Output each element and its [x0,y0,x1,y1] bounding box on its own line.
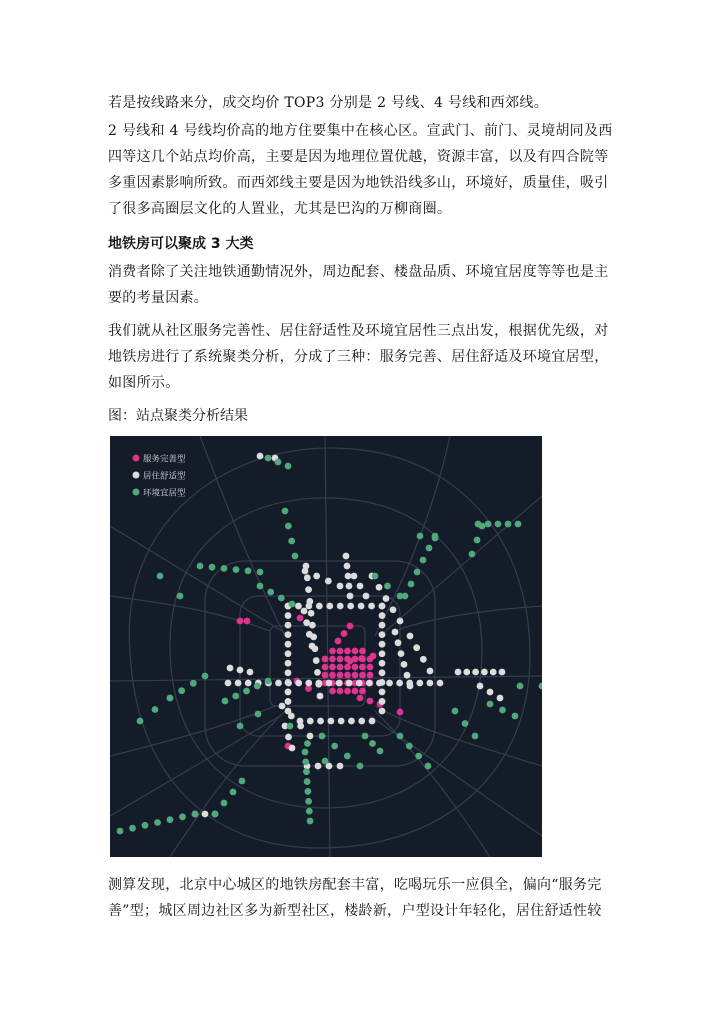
station-dot [275,680,282,687]
station-dot [357,583,364,590]
station-dot [285,669,292,676]
station-dot [341,630,348,637]
station-dot [233,566,240,573]
station-dot [285,463,292,470]
station-dot [512,713,519,720]
station-dot [285,650,292,657]
station-dot [167,816,174,823]
station-dot [302,568,309,575]
station-dot [343,553,350,560]
station-dot [345,573,352,580]
station-dot [297,615,304,622]
station-dot [301,608,308,615]
station-dot [306,631,313,638]
station-dot [154,819,161,826]
station-dot [337,656,344,663]
station-dot [335,638,342,645]
legend-label-service: 服务完善型 [143,454,186,465]
station-dot [306,598,313,605]
station-dot [267,589,274,596]
station-dot [319,733,326,740]
map-canvas [110,436,542,857]
station-dot [427,680,434,687]
figure-caption: 图：站点聚类分析结果 [108,408,248,424]
station-dot [427,668,434,675]
station-dot [237,618,244,625]
station-dot [257,569,264,576]
station-dot [407,683,414,690]
station-dot [306,808,313,815]
station-dot [499,707,506,714]
station-dot [221,800,228,807]
station-dot [285,698,292,705]
legend-swatch-comfort [133,472,140,479]
station-dot [288,713,295,720]
station-dot [282,508,289,515]
station-dot [338,718,345,725]
station-dot [278,595,285,602]
station-dot [329,688,336,695]
station-dot [469,551,476,558]
station-dot [426,545,433,552]
station-dot [178,687,185,694]
station-dot [392,629,399,636]
station-dot [497,695,504,702]
station-dot [326,603,333,610]
station-dot [237,723,244,730]
station-dot [315,763,322,770]
station-dot [322,758,329,765]
station-dot [275,459,282,466]
station-dot [377,748,384,755]
station-dot [212,811,219,818]
station-dot [336,680,343,687]
ring-road-3 [240,596,400,736]
station-dot [304,778,311,785]
station-dot [302,758,309,765]
station-dot [304,788,311,795]
legend-label-comfort: 居住舒适型 [143,471,186,482]
station-dot [367,664,374,671]
station-dot [327,718,334,725]
station-dot [472,733,479,740]
station-dot [515,521,522,528]
station-dot [232,693,239,700]
station-dot [396,680,403,687]
station-dot [539,683,542,690]
station-dot [344,664,351,671]
station-dot [307,733,314,740]
legend [133,454,187,499]
station-dot [358,603,365,610]
station-dot [425,763,432,770]
station-dot [376,584,383,591]
station-dot [285,631,292,638]
station-dot [209,564,216,571]
station-dot [285,622,292,629]
station-dot [202,673,209,680]
station-dot [347,658,354,665]
station-dot [379,660,386,667]
station-dot [479,523,486,530]
station-dot [137,718,144,725]
station-dot [379,603,386,610]
station-dot [420,557,427,564]
station-dot [344,688,351,695]
station-dot [295,680,302,687]
station-dot [359,688,366,695]
road-curves [170,436,490,857]
station-dot [455,669,462,676]
station-dot [347,593,354,600]
station-dot [316,603,323,610]
station-dot [265,455,272,462]
paragraph-findings: 测算发现，北京中心城区的地铁房配套丰富，吃喝玩乐一应俱全，偏向“服务完善”型；城区周边社区多为新型社区，楼龄新，户型设计年轻化，居住舒适性较 [108,877,602,919]
road-north-south [325,436,330,857]
legend-swatch-service [133,455,140,462]
station-dot [304,574,311,581]
station-dot [347,603,354,610]
station-dot [322,672,329,679]
station-dot [379,631,386,638]
station-dot [285,612,292,619]
station-dot [337,688,344,695]
station-dot [437,680,444,687]
station-dot [416,680,423,687]
station-dot [235,680,242,687]
legend-label-environment: 环境宜居型 [143,488,186,499]
station-dot [351,573,358,580]
station-dot [369,718,376,725]
station-dot [244,618,251,625]
station-dot [352,688,359,695]
station-dot [322,656,329,663]
station-dot [397,593,404,600]
station-dot [366,680,373,687]
station-dot [243,688,250,695]
paragraph-cluster-analysis: 我们就从社区服务完善性、居住舒适性及环境宜居性三点出发，根据优先级，对地铁房进行了系统聚类分析，分成了三种：服务完善、居住舒适及环境宜居型，如图所示。 [108,323,609,391]
station-dot [177,593,184,600]
station-dot [307,818,314,825]
station-dot [297,723,304,730]
station-dot [376,680,383,687]
station-dot [347,623,354,630]
station-dot [499,669,506,676]
station-dot [397,618,404,625]
station-dot [379,612,386,619]
station-dot [379,650,386,657]
station-dot [197,563,204,570]
station-dot [257,453,264,460]
station-dot [202,811,209,818]
station-dot [495,521,502,528]
station-dot [487,701,494,708]
station-dot [398,650,405,657]
station-dot [315,681,322,688]
paragraph-line-top3: 若是按线路来分，成交均价 TOP3 分别是 2 号线、4 号线和西郊线。 [108,95,549,111]
station-dot [313,573,320,580]
station-dot [397,709,404,716]
station-dot [384,583,391,590]
station-dot [329,656,336,663]
station-dot [395,639,402,646]
station-dot [221,565,228,572]
station-dot [413,644,420,651]
station-dot [407,633,414,640]
station-dot [190,680,197,687]
station-dot [401,661,408,668]
station-dot [337,664,344,671]
station-dot [362,733,369,740]
station-dot [142,822,149,829]
station-dot [129,825,136,832]
station-dot [225,680,232,687]
station-dot [358,655,365,662]
station-dot [255,711,262,718]
station-dot [325,578,332,585]
station-dot [239,778,246,785]
station-dot [408,581,415,588]
station-dot [285,689,292,696]
station-dot [352,664,359,671]
station-dot [289,745,296,752]
station-dot [357,695,364,702]
station-dot [309,643,316,650]
station-dot [179,813,186,820]
station-dot [463,669,470,676]
station-dot [326,680,333,687]
station-dot [230,789,237,796]
station-cluster-map [110,436,542,857]
station-dot [344,753,351,760]
station-dot [285,680,292,687]
station-dot [346,583,353,590]
station-dot [372,573,379,580]
station-dot [369,740,376,747]
station-dot [383,595,390,602]
paragraph-line2-line4: 2 号线和 4 号线均价高的地方住要集中在核心区。宣武门、前门、灵境胡同及西四等这几个站点均价高，主要是因为地理位置优越，资源丰富，以及有四合院等多重因素影响所致。而西郊线主要是因为地铁沿线多山，环境好，质量佳，吸引了很多高圈层文化的人置业，尤其是巴沟的万柳商圈。 [108,123,613,217]
station-dot [379,622,386,629]
station-dot [359,648,366,655]
station-dot [379,669,386,676]
station-dot [472,669,479,676]
station-dot [359,664,366,671]
station-dot [517,683,524,690]
station-dot [329,648,336,655]
station-dot [404,672,411,679]
station-dot [313,657,320,664]
station-dot [370,653,377,660]
station-dot [368,603,375,610]
station-dot [346,680,353,687]
station-dot [329,664,336,671]
station-dot [390,606,397,613]
station-dot [481,669,488,676]
station-dot [417,533,424,540]
station-dot [257,583,264,590]
station-dot [152,706,159,713]
station-dot [363,593,370,600]
station-dot [302,749,309,756]
station-dot [265,678,272,685]
station-dot [367,698,374,705]
station-dot [386,680,393,687]
station-dot [397,733,404,740]
station-dot [348,718,355,725]
station-dot [289,601,296,608]
station-dot [227,665,234,672]
section-heading: 地铁房可以聚成 3 大类 [108,236,254,252]
station-dot [337,763,344,770]
station-dot [237,667,244,674]
station-dot [322,664,329,671]
station-dot [288,538,295,545]
station-dot [305,586,312,593]
station-dot [157,573,164,580]
station-dot [415,753,422,760]
station-dot [474,537,481,544]
station-dot [303,619,310,626]
station-dot [357,763,364,770]
station-dot [487,689,494,696]
station-dot [379,708,386,715]
station-dot [245,680,252,687]
station-dot [245,567,252,574]
road-network [110,436,542,857]
station-dot [285,523,292,530]
station-dot [344,672,351,679]
station-dot [505,521,512,528]
legend-swatch-environment [133,489,140,496]
station-dot [337,583,344,590]
station-dot [344,648,351,655]
station-dot [329,672,336,679]
station-dot [295,603,302,610]
station-dot [314,669,321,676]
station-dot [462,720,469,727]
station-dot [337,672,344,679]
station-dot [317,693,324,700]
station-dot [308,610,315,617]
station-dot [356,680,363,687]
station-dot [305,798,312,805]
station-dot [305,680,312,687]
station-dot [352,672,359,679]
station-dot [379,698,386,705]
station-dot [247,669,254,676]
station-dot [167,695,174,702]
station-dot [490,669,497,676]
station-dot [337,603,344,610]
paragraph-consumer-factors: 消费者除了关注地铁通勤情况外，周边配套、楼盘品质、环境宜居度等等也是主要的考量因素。 [108,264,609,306]
station-dot [414,569,421,576]
station-dot [117,828,124,835]
station-dot [337,648,344,655]
station-dot [359,672,366,679]
station-dot [367,672,374,679]
station-dot [379,641,386,648]
station-dot [317,718,324,725]
station-dot [379,689,386,696]
station-dot [485,521,492,528]
station-dot [331,743,338,750]
station-dot [406,743,413,750]
station-dot [452,708,459,715]
station-dot [292,553,299,560]
station-dot [304,740,311,747]
station-dot [285,734,292,741]
station-dot [285,660,292,667]
station-dot [307,718,314,725]
station-dot [420,656,427,663]
station-dot [358,718,365,725]
station-dot [285,641,292,648]
station-dot [477,683,484,690]
station-dot [352,648,359,655]
station-dot [192,811,199,818]
station-dot [287,723,294,730]
station-dot [432,535,439,542]
station-dot [279,703,286,710]
station-dot [303,768,310,775]
station-dot [222,698,229,705]
station-dot [254,683,261,690]
station-dot [344,563,351,570]
